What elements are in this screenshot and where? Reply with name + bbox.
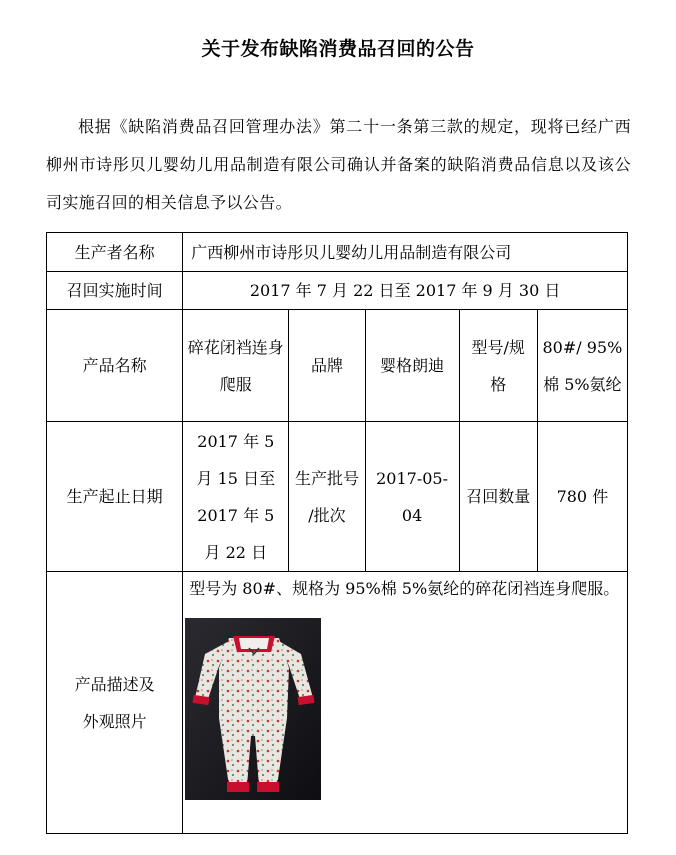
model-label: 型号/规格 <box>459 310 537 422</box>
manufacturer-value: 广西柳州市诗彤贝儿婴幼儿用品制造有限公司 <box>183 233 628 272</box>
manufacturer-label: 生产者名称 <box>47 233 183 272</box>
recall-info-table <box>46 232 628 834</box>
production-period-value: 2017 年 5 月 15 日至 2017 年 5 月 22 日 <box>183 422 289 572</box>
quantity-label: 召回数量 <box>459 422 537 572</box>
intro-paragraph: 根据《缺陷消费品召回管理办法》第二十一条第三款的规定，现将已经广西柳州市诗彤贝儿婴幼儿用品制造有限公司确认并备案的缺陷消费品信息以及该公司实施召回的相关信息予以公告。 <box>46 117 631 212</box>
romper-illustration <box>185 618 321 800</box>
table-row <box>47 272 628 310</box>
batch-label: 生产批号 /批次 <box>289 422 365 572</box>
quantity-value: 780 件 <box>537 422 627 572</box>
product-name-label: 产品名称 <box>47 310 183 422</box>
batch-value: 2017-05-04 <box>365 422 459 572</box>
brand-value: 婴格朗迪 <box>365 310 459 422</box>
table-row <box>47 572 628 834</box>
recall-period-value: 2017 年 7 月 22 日至 2017 年 9 月 30 日 <box>183 272 628 310</box>
description-label: 产品描述及外观照片 <box>47 572 183 834</box>
product-photo <box>185 618 321 800</box>
table-row <box>47 233 628 272</box>
description-text: 型号为 80#、规格为 95%棉 5%氨纶的碎花闭裆连身爬服。 <box>189 579 620 598</box>
page-title: 关于发布缺陷消费品召回的公告 <box>201 38 475 60</box>
table-row <box>47 310 628 422</box>
model-value: 80#/ 95%棉 5%氨纶 <box>537 310 627 422</box>
production-period-label: 生产起止日期 <box>47 422 183 572</box>
brand-label: 品牌 <box>289 310 365 422</box>
product-name-value: 碎花闭裆连身爬服 <box>183 310 289 422</box>
recall-period-label: 召回实施时间 <box>47 272 183 310</box>
description-cell <box>183 572 628 834</box>
table-row <box>47 422 628 572</box>
